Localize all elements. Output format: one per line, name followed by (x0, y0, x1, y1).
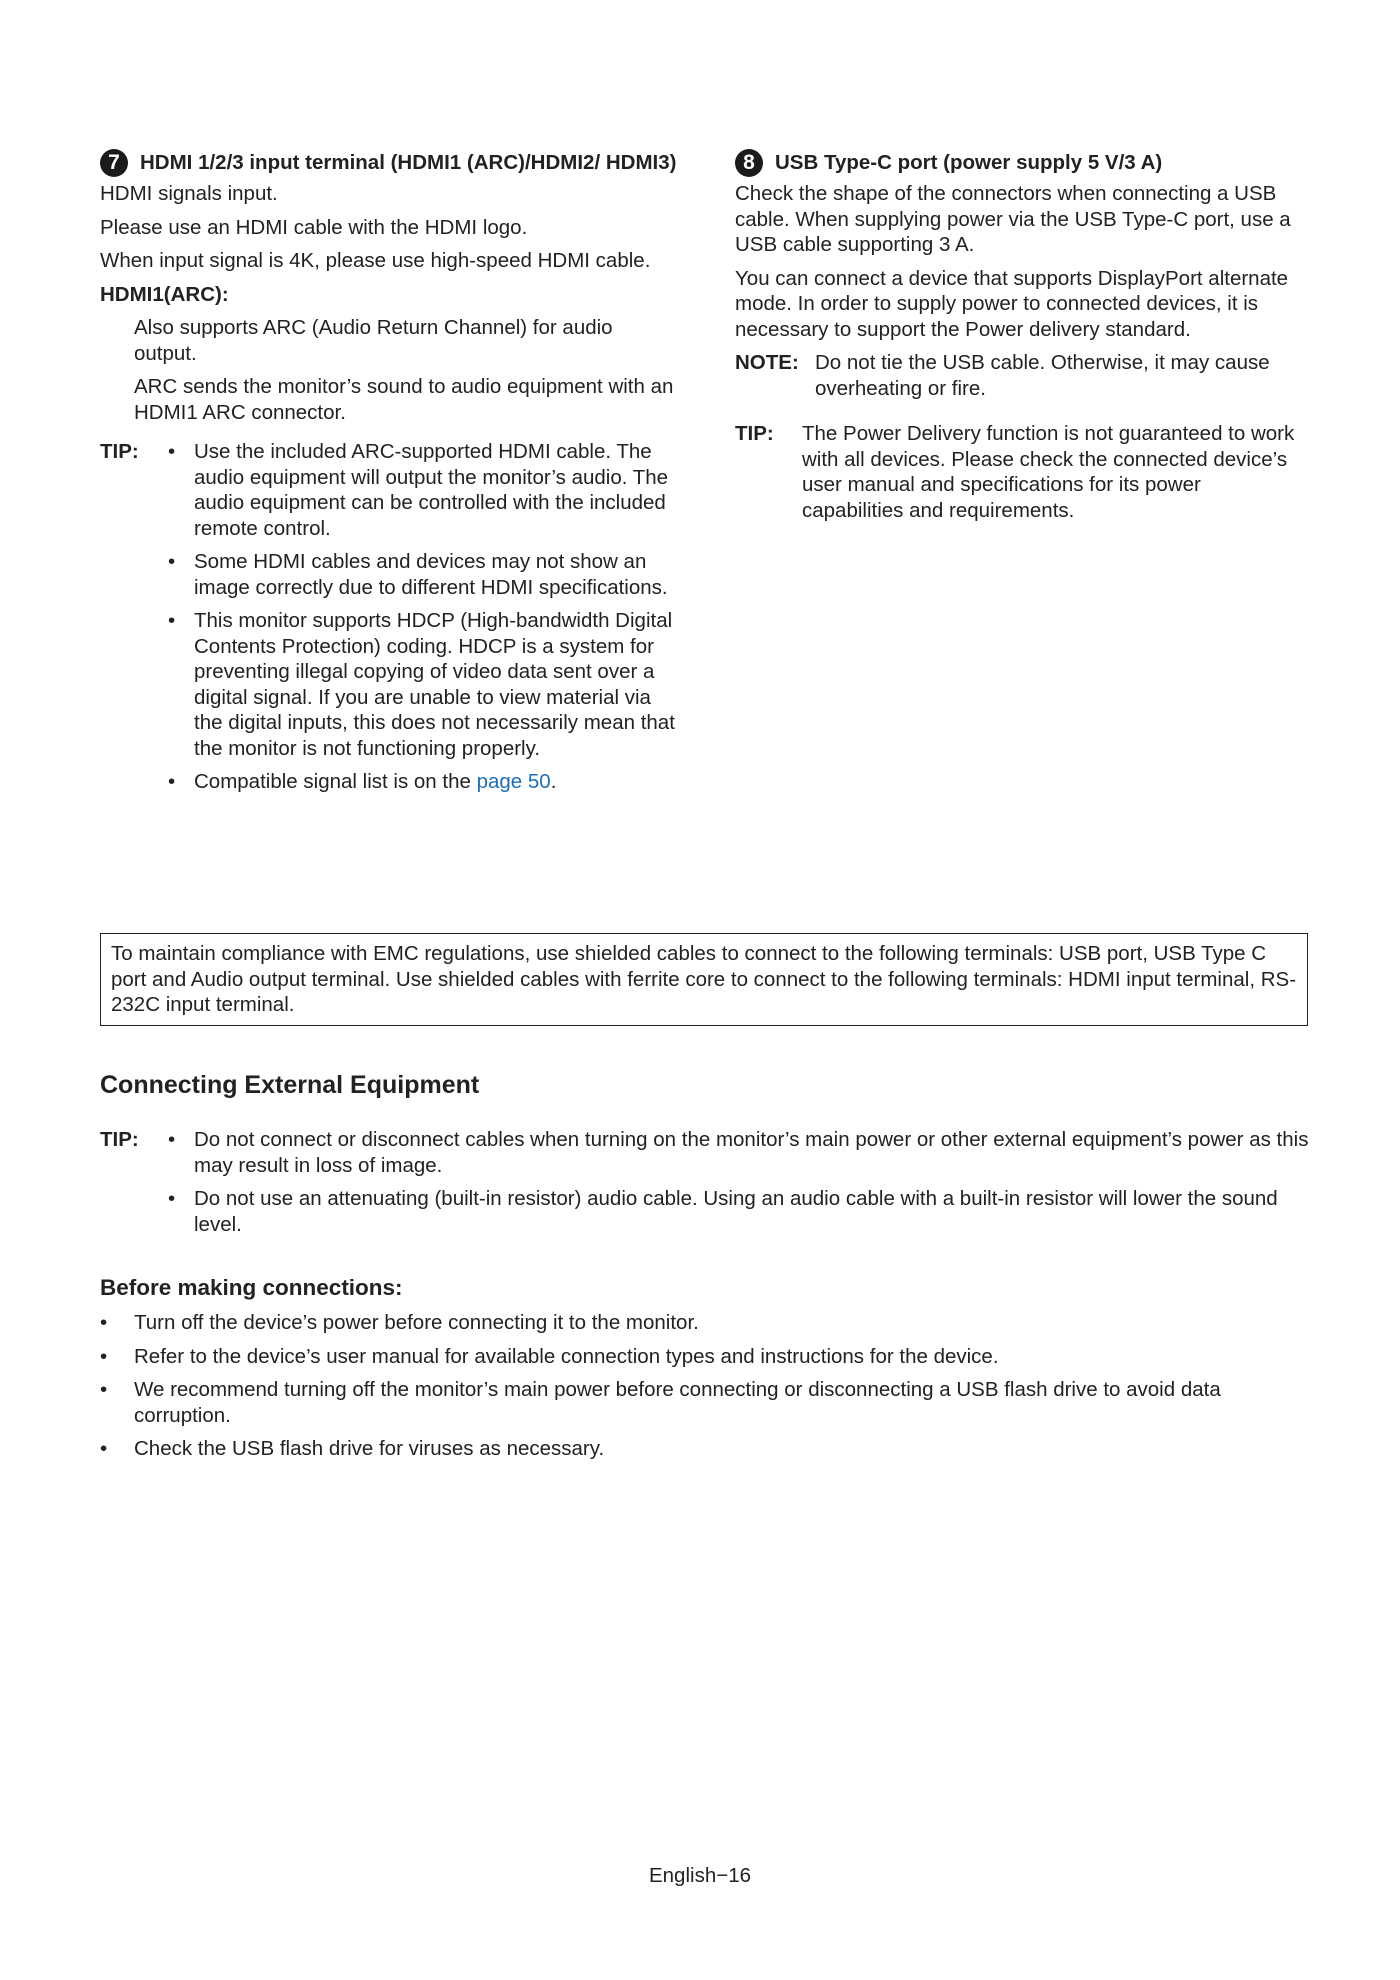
usb-c-section-heading (735, 150, 1305, 177)
usb-c-paragraph: You can connect a device that supports DisplayPort alternate mode. In order to supply power to connected devices, it is necessary to support the Power delivery standard. (735, 266, 1289, 341)
list-item: • Do not connect or disconnect cables when turning on the monitor’s main power or other external equipment’s power as this may result in loss of image. (166, 1127, 1310, 1178)
list-item: • Turn off the device’s power before connecting it to the monitor. (100, 1310, 1310, 1336)
hdmi-section-heading (100, 150, 680, 177)
note-text: Do not tie the USB cable. Otherwise, it may cause overheating or fire. (815, 351, 1270, 400)
list-item: • This monitor supports HDCP (High-bandwidth Digital Contents Protection) coding. HDCP is a system for preventing illegal copying of video data sent over a digital signal. If you are unable to view material via the digital inputs, this does not necessarily mean that the monitor is not functioning properly. (166, 608, 680, 761)
usb-c-section (735, 150, 1305, 523)
hdmi-paragraph: HDMI signals input. (100, 182, 278, 205)
emc-notice-box: To maintain compliance with EMC regulations, use shielded cables to connect to the following terminals: USB port, USB Type C port and Audio output terminal. Use shielded cables with ferrite core to connect to the following terminals: HDMI input terminal, RS-232C input terminal. (100, 933, 1308, 1026)
hdmi-section (100, 150, 680, 803)
hdmi-paragraph: When input signal is 4K, please use high-speed HDMI cable. (100, 249, 651, 272)
external-tip-list (166, 1127, 1310, 1245)
list-item: • Refer to the device’s user manual for available connection types and instructions for the device. (100, 1344, 1310, 1370)
list-item: • Do not use an attenuating (built-in resistor) audio cable. Using an audio cable with a built-in resistor will lower the sound level. (166, 1186, 1310, 1237)
before-connections-list (100, 1310, 1310, 1470)
hdmi-section-title: HDMI 1/2/3 input terminal (HDMI1 (ARC)/HDMI2/ HDMI3) (140, 151, 677, 174)
tip-label: TIP: (735, 422, 774, 445)
list-item: • Check the USB flash drive for viruses as necessary. (100, 1436, 1310, 1462)
usb-c-tip (735, 421, 1305, 523)
page-50-link[interactable]: page 50 (476, 770, 551, 793)
hdmi-tip-list (166, 439, 680, 803)
usb-c-paragraph: Check the shape of the connectors when connecting a USB cable. When supplying power via the USB Type-C port, use a USB cable supporting 3 A. (735, 182, 1291, 256)
hdmi1-arc-heading: HDMI1(ARC): (100, 282, 229, 306)
external-equipment-heading: Connecting External Equipment (100, 1071, 480, 1099)
page-number: English−16 (648, 1864, 751, 1887)
number-badge-7: 7 (100, 149, 128, 177)
external-tip-block (100, 1127, 1310, 1245)
before-bullets (100, 1310, 1310, 1462)
signal-list-suffix: . (550, 770, 557, 793)
signal-list-text: Compatible signal list is on the (194, 770, 477, 793)
usb-c-note (735, 350, 1305, 401)
list-item: • We recommend turning off the monitor’s main power before connecting or disconnecting a USB flash drive to avoid data corruption. (100, 1377, 1310, 1428)
number-badge-8: 8 (735, 149, 763, 177)
tip-label: TIP: (100, 440, 139, 463)
hdmi-paragraph: Please use an HDMI cable with the HDMI logo. (100, 215, 528, 239)
arc-paragraph: Also supports ARC (Audio Return Channel) for audio output. (134, 316, 613, 365)
list-item: • Use the included ARC-supported HDMI cable. The audio equipment will output the monitor’s audio. The audio equipment can be controlled with the included remote control. (166, 439, 680, 541)
list-item (166, 769, 680, 795)
list-item: • Some HDMI cables and devices may not show an image correctly due to different HDMI specifications. (166, 549, 680, 600)
before-connections-heading: Before making connections: (100, 1275, 403, 1300)
note-label: NOTE: (735, 351, 799, 374)
hdmi-tip-block (100, 439, 680, 803)
tip-text: The Power Delivery function is not guaranteed to work with all devices. Please check the connected device’s user manual and specifications for its power capabilities and requirements. (802, 422, 1295, 522)
arc-paragraph: ARC sends the monitor’s sound to audio equipment with an HDMI1 ARC connector. (134, 375, 674, 424)
tip-label: TIP: (100, 1128, 139, 1151)
usb-c-section-title: USB Type-C port (power supply 5 V/3 A) (775, 151, 1163, 174)
